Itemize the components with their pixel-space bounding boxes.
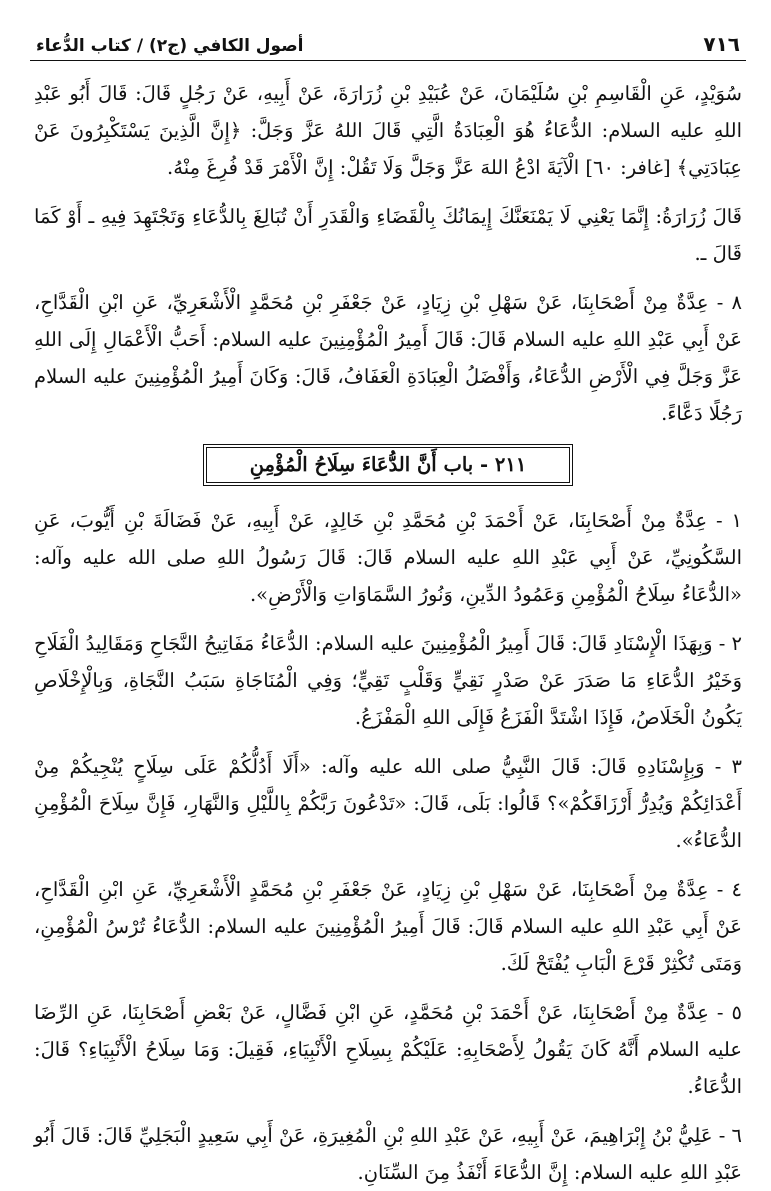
paragraph: قَالَ زُرَارَةُ: إِنَّمَا يَعْنِي لَا يَمْنَعَنَّكَ إِيمَانُكَ بِالْقَضَاءِ وَالْقَدَرِ أَنْ تُبَالِغَ بِالدُّعَاءِ وَتَجْتَهِدَ فِيهِ ـ أَوْ كَمَا قَالَ ـ. bbox=[34, 205, 742, 265]
chapter-heading: ٢١١ - باب أَنَّ الدُّعَاءَ سِلَاحُ الْمُؤْمِنِ bbox=[206, 447, 570, 483]
running-header bbox=[30, 30, 746, 61]
paragraph: ٤ - عِدَّةٌ مِنْ أَصْحَابِنَا، عَنْ سَهْلِ بْنِ زِيَادٍ، عَنْ جَعْفَرِ بْنِ مُحَمَّدٍ الْأَشْعَرِيِّ، عَنِ ابْنِ الْقَدَّاحِ، عَنْ أَبِي عَبْدِ اللهِ عليه السلام قَالَ: قَالَ أَمِيرُ الْمُؤْمِنِينَ عليه السلام: الدُّعَاءُ تُرْسُ الْمُؤْمِنِ، وَمَتَى تُكْثِرْ قَرْعَ الْبَابِ يُفْتَحْ لَكَ. bbox=[34, 878, 742, 975]
paragraph: سُوَيْدٍ، عَنِ الْقَاسِمِ بْنِ سُلَيْمَانَ، عَنْ عُبَيْدِ بْنِ زُرَارَةَ، عَنْ أَبِيهِ، عَنْ رَجُلٍ قَالَ: قَالَ أَبُو عَبْدِ اللهِ عليه السلام: الدُّعَاءُ هُوَ الْعِبَادَةُ الَّتِي قَالَ اللهُ عَزَّ وَجَلَّ: ﴿إِنَّ الَّذِينَ يَسْتَكْبِرُونَ عَنْ عِبَادَتِي﴾ [غافر: ٦٠] الْآيَةَ ادْعُ اللهَ عَزَّ وَجَلَّ وَلَا تَقُلْ: إِنَّ الْأَمْرَ قَدْ فُرِغَ مِنْهُ. bbox=[34, 82, 742, 179]
paragraph: ١ - عِدَّةٌ مِنْ أَصْحَابِنَا، عَنْ أَحْمَدَ بْنِ مُحَمَّدِ بْنِ خَالِدٍ، عَنْ أَبِيهِ، عَنْ فَضَالَةَ بْنِ أَيُّوبَ، عَنِ السَّكُونِيِّ، عَنْ أَبِي عَبْدِ اللهِ عليه السلام قَالَ: قَالَ رَسُولُ اللهِ صلى الله عليه وآله: «الدُّعَاءُ سِلَاحُ الْمُؤْمِنِ وَعَمُودُ الدِّينِ، وَنُورُ السَّمَاوَاتِ وَالْأَرْضِ». bbox=[34, 509, 742, 606]
paragraph: ٥ - عِدَّةٌ مِنْ أَصْحَابِنَا، عَنْ أَحْمَدَ بْنِ مُحَمَّدٍ، عَنِ ابْنِ فَضَّالٍ، عَنْ بَعْضِ أَصْحَابِنَا، عَنِ الرِّضَا عليه السلام أَنَّهُ كَانَ يَقُولُ لِأَصْحَابِهِ: عَلَيْكُمْ بِسِلَاحِ الْأَنْبِيَاءِ، فَقِيلَ: وَمَا سِلَاحُ الْأَنْبِيَاءِ؟ قَالَ: الدُّعَاءُ. bbox=[34, 1001, 742, 1098]
paragraph: ٨ - عِدَّةٌ مِنْ أَصْحَابِنَا، عَنْ سَهْلِ بْنِ زِيَادٍ، عَنْ جَعْفَرِ بْنِ مُحَمَّدٍ الْأَشْعَرِيِّ، عَنِ ابْنِ الْقَدَّاحِ، عَنْ أَبِي عَبْدِ اللهِ عليه السلام قَالَ: قَالَ أَمِيرُ الْمُؤْمِنِينَ عليه السلام: أَحَبُّ الْأَعْمَالِ إِلَى اللهِ عَزَّ وَجَلَّ فِي الْأَرْضِ الدُّعَاءُ، وَأَفْضَلُ الْعِبَادَةِ الْعَفَافُ، قَالَ: وَكَانَ أَمِيرُ الْمُؤْمِنِينَ عليه السلام رَجُلًا دَعَّاءً. bbox=[34, 291, 742, 425]
paragraph: ٢ - وَبِهَذَا الْإِسْنَادِ قَالَ: قَالَ أَمِيرُ الْمُؤْمِنِينَ عليه السلام: الدُّعَاءُ مَفَاتِيحُ النَّجَاحِ وَمَقَالِيدُ الْفَلَاحِ وَخَيْرُ الدُّعَاءِ مَا صَدَرَ عَنْ صَدْرٍ نَقِيٍّ وَقَلْبٍ تَقِيٍّ؛ وَفِي الْمُنَاجَاةِ سَبَبُ النَّجَاةِ، وَبِالْإِخْلَاصِ يَكُونُ الْخَلَاصُ، فَإِذَا اشْتَدَّ الْفَزَعُ فَإِلَى اللهِ الْمَفْزَعُ. bbox=[34, 632, 742, 729]
paragraph: ٦ - عَلِيُّ بْنُ إِبْرَاهِيمَ، عَنْ أَبِيهِ، عَنْ عَبْدِ اللهِ بْنِ الْمُغِيرَةِ، عَنْ أَبِي سَعِيدٍ الْبَجَلِيِّ قَالَ: قَالَ أَبُو عَبْدِ اللهِ عليه السلام: إِنَّ الدُّعَاءَ أَنْفَذُ مِنَ السِّنَانِ. bbox=[34, 1124, 742, 1184]
header-title: أصول الكافي (ج٢) / كتاب الدُّعاء bbox=[36, 36, 304, 56]
paragraph: ٣ - وَبِإِسْنَادِهِ قَالَ: قَالَ النَّبِيُّ صلى الله عليه وآله: «أَلَا أَدُلُّكُمْ عَلَى سِلَاحٍ يُنْجِيكُمْ مِنْ أَعْدَائِكُمْ وَيُدِرُّ أَرْزَاقَكُمْ»؟ قَالُوا: بَلَى، قَالَ: «تَدْعُونَ رَبَّكُمْ بِاللَّيْلِ وَالنَّهَارِ، فَإِنَّ سِلَاحَ الْمُؤْمِنِ الدُّعَاءُ». bbox=[34, 755, 742, 852]
chapter-heading-box bbox=[203, 444, 573, 486]
book-page bbox=[30, 30, 746, 1184]
page-body bbox=[30, 75, 746, 1191]
page-number: ٧١٦ bbox=[703, 32, 740, 56]
